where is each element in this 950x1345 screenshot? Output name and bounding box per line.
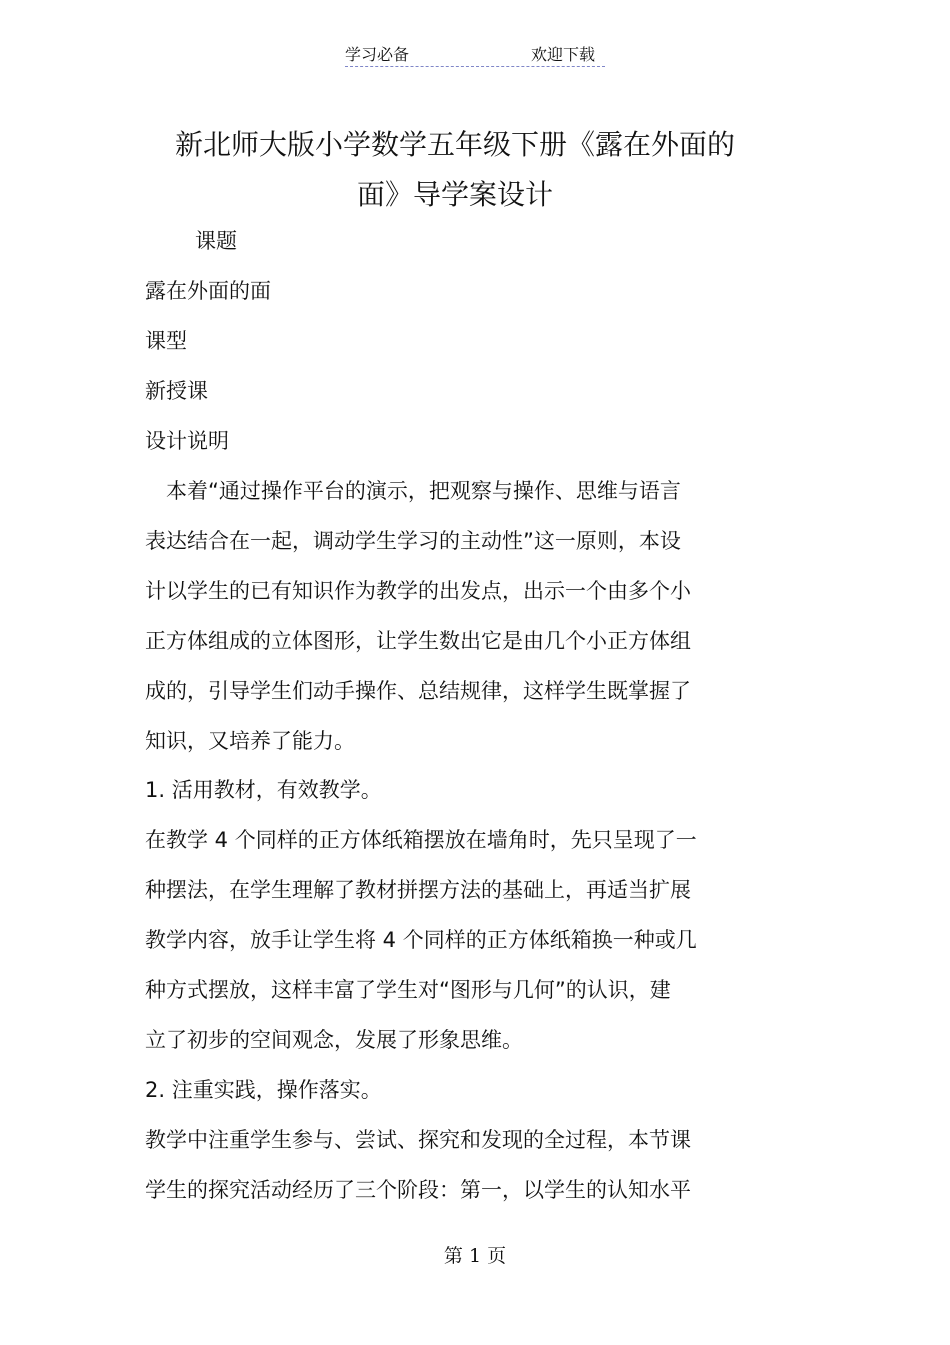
document-title	[140, 120, 770, 220]
paragraph-line: 正方体组成的立体图形，让学生数出它是由几个小正方体组	[145, 629, 691, 653]
section-heading-2: 2. 注重实践，操作落实。	[145, 1078, 382, 1102]
paragraph-line: 表达结合在一起，调动学生学习的主动性”这一原则，本设	[145, 529, 681, 553]
paragraph-line: 立了初步的空间观念，发展了形象思维。	[145, 1028, 523, 1052]
paragraph-line: 成的，引导学生们动手操作、总结规律，这样学生既掌握了	[145, 679, 691, 703]
section-heading-1: 1. 活用教材，有效教学。	[145, 778, 382, 802]
paragraph-line: 知识，又培养了能力。	[145, 729, 355, 753]
paragraph-line: 本着“通过操作平台的演示，把观察与操作、思维与语言	[166, 479, 681, 503]
paragraph-line: 教学内容，放手让学生将 4 个同样的正方体纸箱换一种或几	[145, 928, 697, 952]
header-right-text: 欢迎下载	[531, 45, 596, 64]
topic-value: 露在外面的面	[145, 279, 271, 303]
page-number: 第 1 页	[443, 1245, 507, 1267]
title-line-2: 面》导学案设计	[356, 178, 553, 211]
label-topic: 课题	[195, 229, 237, 253]
paragraph-line: 种方式摆放，这样丰富了学生对“图形与几何”的认识，建	[145, 978, 671, 1002]
label-design-notes: 设计说明	[145, 429, 229, 453]
paragraph-line: 种摆法，在学生理解了教材拼摆方法的基础上，再适当扩展	[145, 878, 691, 902]
page-header	[345, 40, 605, 67]
paragraph-line: 计以学生的已有知识作为教学的出发点，出示一个由多个小	[145, 579, 691, 603]
paragraph-line: 教学中注重学生参与、尝试、探究和发现的全过程，本节课	[145, 1128, 691, 1152]
label-lesson-type: 课型	[145, 329, 187, 353]
title-line-1: 新北师大版小学数学五年级下册《露在外面的	[174, 128, 735, 161]
header-left-text: 学习必备	[345, 45, 410, 64]
paragraph-line: 学生的探究活动经历了三个阶段：第一，以学生的认知水平	[145, 1178, 691, 1202]
lesson-type-value: 新授课	[145, 379, 208, 403]
paragraph-line: 在教学 4 个同样的正方体纸箱摆放在墙角时，先只呈现了一	[145, 828, 697, 852]
